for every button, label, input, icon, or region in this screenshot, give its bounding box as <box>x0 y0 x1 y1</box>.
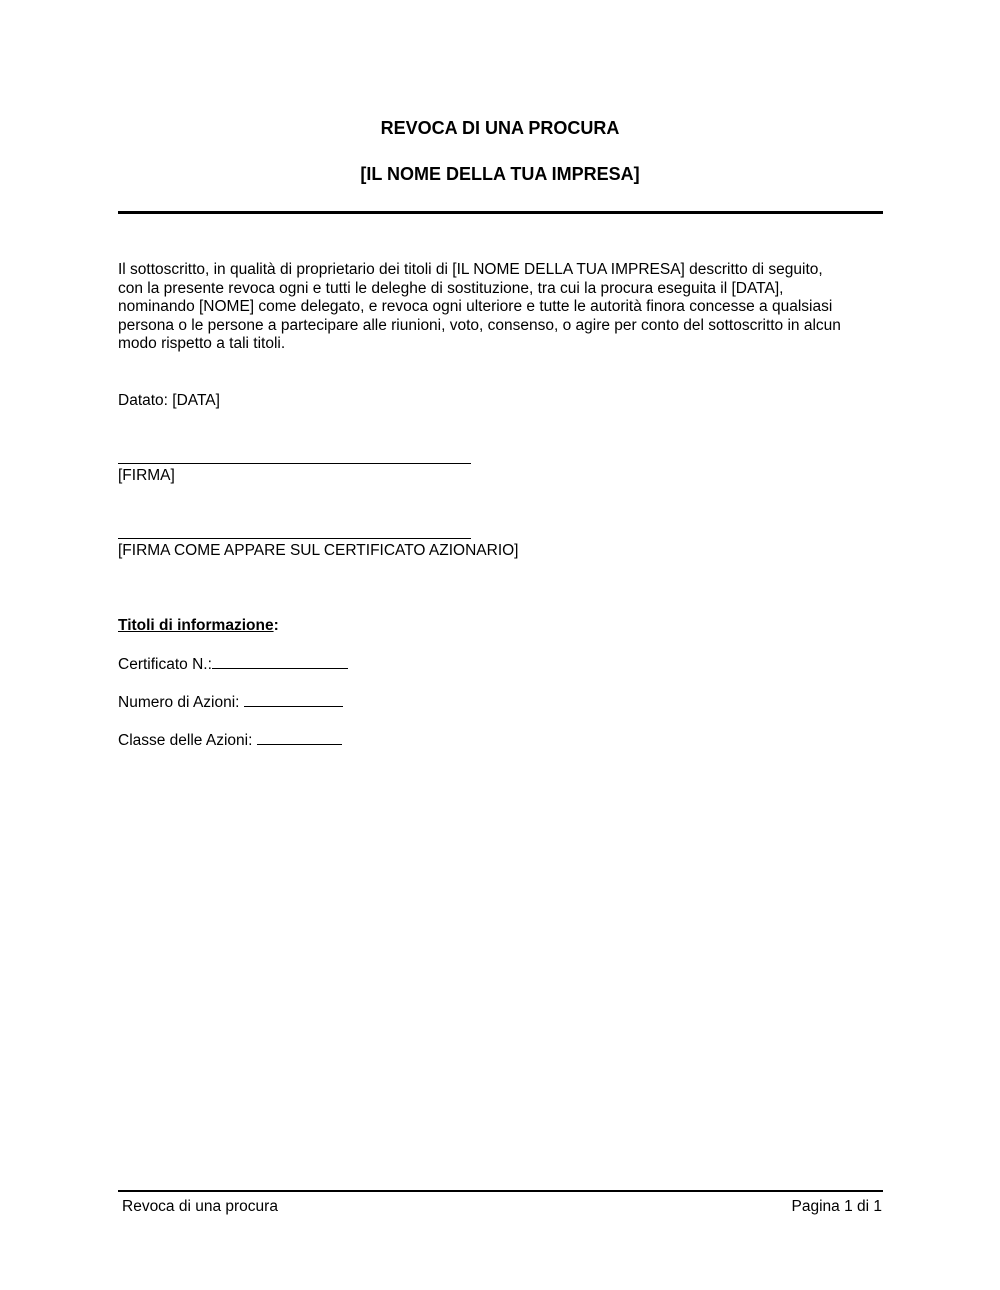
footer-page-number: Pagina 1 di 1 <box>791 1198 882 1215</box>
info-heading <box>118 617 279 635</box>
header-rule <box>118 211 883 214</box>
company-name-placeholder: [IL NOME DELLA TUA IMPRESA] <box>360 164 640 184</box>
shares-number-field <box>118 692 343 712</box>
signature-label: [FIRMA] <box>118 467 175 484</box>
revocation-paragraph: Il sottoscritto, in qualità di proprietario dei titoli di [IL NOME DELLA TUA IMPRESA] descritto di seguito, con la presente revoca ogni e tutti le deleghe di sostituzione, tra cui la procura eseguita il [DATA], nominando [NOME] come delegato, e revoca ogni ulteriore e tutte le autorità finora concesse a qualsiasi persona o le persone a partecipare alle riunioni, voto, consenso, o agire per conto del sottoscritto in alcun modo rispetto a tali titoli. <box>118 261 841 352</box>
document-title: REVOCA DI UNA PROCURA <box>380 118 620 138</box>
shares-class-field <box>118 730 342 750</box>
certificate-signature-line <box>118 538 471 539</box>
certificate-number-field <box>118 654 348 674</box>
certificate-number-blank <box>212 654 348 669</box>
shares-class-blank <box>257 730 342 745</box>
shares-number-label: Numero di Azioni: <box>118 694 240 711</box>
shares-class-label: Classe delle Azioni: <box>118 732 253 749</box>
certificate-signature-label: [FIRMA COME APPARE SUL CERTIFICATO AZIONARIO] <box>118 542 519 559</box>
date-line <box>118 392 220 410</box>
shares-number-blank <box>244 692 343 707</box>
footer-rule <box>118 1190 883 1192</box>
date-value: [DATA] <box>172 392 220 409</box>
certificate-number-label: Certificato N.: <box>118 656 212 673</box>
date-label: Datato: <box>118 392 168 409</box>
info-heading-text: Titoli di informazione <box>118 617 274 634</box>
info-heading-colon: : <box>273 617 279 634</box>
signature-line <box>118 463 471 464</box>
footer-document-title: Revoca di una procura <box>122 1198 278 1215</box>
